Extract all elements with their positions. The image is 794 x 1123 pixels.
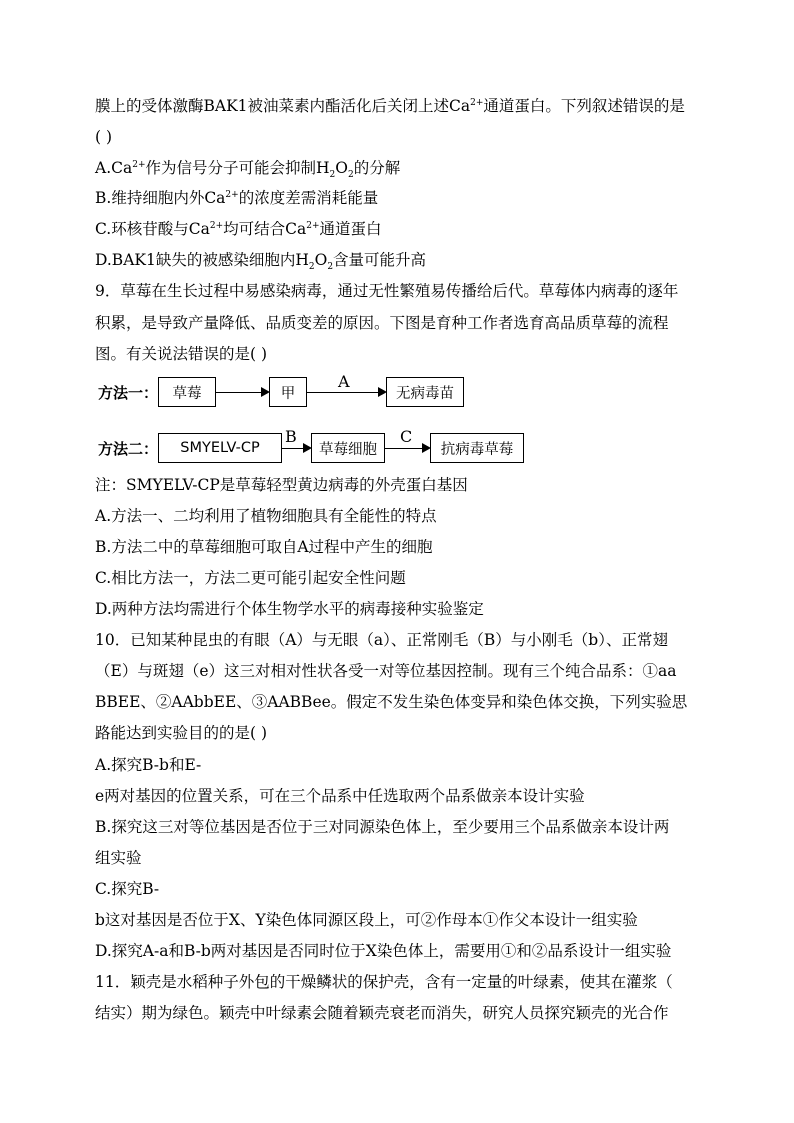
- q9-option-c: C.相比方法一，方法二更可能引起安全性问题: [95, 569, 406, 587]
- q11-stem-line2: 结实）期为绿色。颖壳中叶绿素会随着颖壳衰老而消失，研究人员探究颖壳的光合作: [95, 1004, 669, 1022]
- q8-answer-paren: ( ): [95, 128, 113, 146]
- q10-option-c-line2: b这对基因是否位于X、Y染色体同源区段上，可②作母本①作父本设计一组实验: [95, 911, 638, 929]
- q10-stem-line2: （E）与斑翅（e）这三对相对性状各受一对等位基因控制。现有三个纯合品系：①aa: [95, 662, 677, 680]
- method1-arrow2: [307, 392, 385, 393]
- q10-stem-line3: BBEE、②AAbbEE、③AABBee。假定不发生染色体变异和染色体交换，下列实验思: [95, 693, 688, 711]
- q11-stem-line1: 11．颖壳是水稻种子外包的干燥鳞状的保护壳，含有一定量的叶绿素，使其在灌浆（: [95, 973, 673, 991]
- q8-option-a: $A.Ca^{2+}$作为信号分子可能会抑制$H_2O_2$的分解: [95, 159, 401, 181]
- q10-option-a-line1: A.探究B-b和E-: [95, 756, 202, 774]
- q9-stem-line1: 9．草莓在生长过程中易感染病毒，通过无性繁殖易传播给后代。草莓体内病毒的逐年: [95, 282, 679, 300]
- method1-arrow1: [216, 392, 268, 393]
- q10-option-b-line2: 组实验: [95, 849, 142, 867]
- method1-label: 方法一：: [98, 384, 159, 402]
- q8-option-d: D.BAK1缺失的被感染细胞内$H_2O_2$含量可能升高: [95, 251, 427, 273]
- method1-box-jia: 甲: [269, 377, 307, 407]
- q9-option-d: D.两种方法均需进行个体生物学水平的病毒接种实验鉴定: [95, 600, 484, 618]
- q8-stem-line: 膜上的受体激酶BAK1被油菜素内酯活化后关闭上述$Ca^{2+}$通道蛋白。下列叙述错误的是: [95, 97, 685, 115]
- method2-arrow-label-c: C: [400, 427, 413, 446]
- q8-option-b: B.维持细胞内外$Ca^{2+}$的浓度差需消耗能量: [95, 189, 379, 207]
- q9-option-b: B.方法二中的草莓细胞可取自A过程中产生的细胞: [95, 538, 433, 556]
- q9-stem-line3: 图。有关说法错误的是( ): [95, 345, 268, 363]
- q9-note: 注：SMYELV-CP是草莓轻型黄边病毒的外壳蛋白基因: [95, 476, 468, 494]
- method2-box-strawberry-cell: 草莓细胞: [311, 433, 385, 463]
- method2-label: 方法二：: [98, 440, 159, 458]
- method1-box-strawberry: 草莓: [158, 377, 216, 407]
- method2-arrow2: [385, 448, 429, 449]
- q8-option-c: C.环核苷酸与$Ca^{2+}$均可结合$Ca^{2+}$通道蛋白: [95, 220, 382, 238]
- q10-option-d: D.探究A-a和B-b两对基因是否同时位于X染色体上，需要用①和②品系设计一组实验: [95, 942, 672, 960]
- method2-box-gene: SMYELV-CP: [158, 433, 282, 463]
- method1-box-virus-free-seedling: 无病毒苗: [386, 377, 464, 407]
- q10-option-b-line1: B.探究这三对等位基因是否位于三对同源染色体上，至少要用三个品系做亲本设计两: [95, 818, 670, 836]
- q10-option-a-line2: e两对基因的位置关系，可在三个品系中任选取两个品系做亲本设计实验: [95, 787, 585, 805]
- q9-option-a: A.方法一、二均利用了植物细胞具有全能性的特点: [95, 507, 437, 525]
- q10-stem-line1: 10．已知某种昆虫的有眼（A）与无眼（a）、正常刚毛（B）与小刚毛（b）、正常翅: [95, 631, 668, 649]
- q10-stem-line4: 路能达到实验目的的是( ): [95, 724, 268, 742]
- method2-box-resistant-strawberry: 抗病毒草莓: [430, 433, 524, 463]
- method2-arrow1: [282, 448, 310, 449]
- method1-arrow-label-a: A: [338, 372, 350, 391]
- q9-stem-line2: 积累，是导致产量降低、品质变差的原因。下图是育种工作者选育高品质草莓的流程: [95, 314, 669, 332]
- q10-option-c-line1: C.探究B-: [95, 880, 160, 898]
- method2-arrow-label-b: B: [285, 427, 297, 446]
- breeding-flow-diagram: [95, 370, 655, 470]
